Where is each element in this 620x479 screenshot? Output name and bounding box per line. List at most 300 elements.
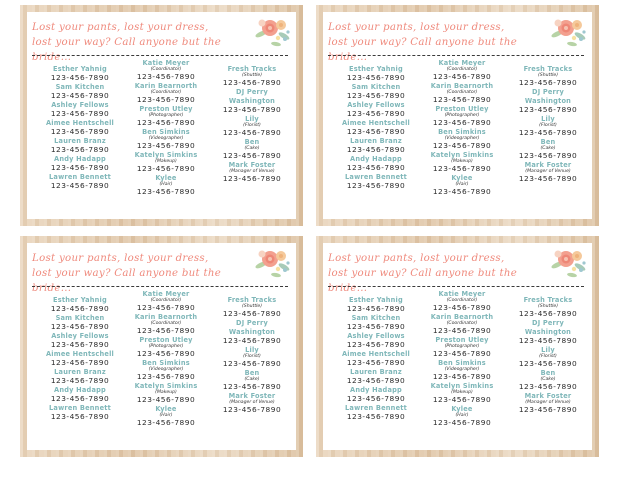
contact-phone: 123-456-7890: [136, 418, 196, 427]
contact-role: (Photographer): [148, 113, 184, 118]
contact-name: Lauren Branz: [54, 368, 106, 376]
contact-entry: [123, 174, 209, 196]
contact-entry: [419, 174, 505, 196]
contact-entry: [39, 101, 121, 118]
contact-phone: 123-456-7890: [50, 322, 110, 331]
contact-entry: [335, 137, 417, 154]
contact-role: (Manager of Venue): [525, 169, 571, 174]
contact-phone: 123-456-7890: [50, 163, 110, 172]
contact-entry: [335, 101, 417, 118]
contact-entry: [123, 59, 209, 81]
contact-role: (Shuttle): [537, 304, 559, 309]
contact-entry: [39, 296, 121, 313]
contact-name: Karin Bearnorth: [430, 313, 494, 321]
contact-name: Lawren Bennett: [49, 173, 111, 181]
contact-name: Lily: [245, 115, 259, 123]
contact-entry: [419, 290, 505, 312]
contact-entry: [39, 386, 121, 403]
contact-name: Sam Kitchen: [351, 314, 401, 322]
contact-name: Lauren Branz: [54, 137, 106, 145]
contact-name: Andy Hadapp: [350, 386, 402, 394]
contact-name: Katie Meyer: [438, 59, 486, 67]
headline-line-2: lost your way? Call anyone but the bride...: [32, 37, 222, 63]
headline-line-2: lost your way? Call anyone but the bride...: [32, 268, 222, 294]
contact-entry: [419, 359, 505, 381]
contact-entry: [39, 83, 121, 100]
contact-name: Katie Meyer: [142, 59, 190, 67]
contact-phone: 123-456-7890: [346, 163, 406, 172]
contact-column-3: [508, 65, 588, 184]
contact-phone: 123-456-7890: [346, 340, 406, 349]
contact-phone: 123-456-7890: [222, 359, 282, 368]
contact-phone: 123-456-7890: [518, 128, 578, 137]
contact-phone: 123-456-7890: [50, 181, 110, 190]
contact-role: (Videographer): [444, 367, 480, 372]
contact-role: (Cake): [540, 146, 556, 151]
contact-entry: [123, 313, 209, 335]
contact-name: DJ Perry: [532, 319, 564, 327]
contact-name: Katie Meyer: [438, 290, 486, 298]
contact-name: Lily: [245, 346, 259, 354]
contact-name: Preston Utley: [435, 336, 489, 344]
contact-column-1: [335, 65, 417, 191]
dashed-divider: [328, 55, 584, 56]
contact-phone: 123-456-7890: [222, 405, 282, 414]
contact-entry: [508, 97, 588, 114]
flower-bouquet-icon: [254, 14, 292, 48]
contact-phone: 123-456-7890: [136, 118, 196, 127]
contact-role: (Shuttle): [537, 73, 559, 78]
contact-role: (Florist): [243, 354, 261, 359]
contact-column-2: [419, 59, 505, 197]
contact-column-2: [123, 59, 209, 197]
contact-phone: 123-456-7890: [346, 394, 406, 403]
dashed-divider: [32, 55, 288, 56]
contact-name: Preston Utley: [435, 105, 489, 113]
contact-phone: 123-456-7890: [50, 412, 110, 421]
contact-phone: 123-456-7890: [346, 358, 406, 367]
contact-role: (Florist): [539, 123, 557, 128]
contact-name: Fresh Tracks: [227, 296, 277, 304]
card-inner: [323, 12, 592, 219]
headline-line-1: Lost your pants, lost your dress,: [328, 253, 505, 264]
contact-name: Katelyn Simkins: [134, 151, 198, 159]
contact-entry: [212, 328, 292, 345]
contact-phone: 123-456-7890: [50, 394, 110, 403]
contact-card: [316, 5, 599, 226]
headline-line-1: Lost your pants, lost your dress,: [32, 253, 209, 264]
contact-role: (Coordinator): [150, 298, 182, 303]
contact-entry: [123, 128, 209, 150]
contact-entry: [335, 83, 417, 100]
contact-name: Ben: [540, 138, 556, 146]
contact-entry: [419, 336, 505, 358]
contact-phone: 123-456-7890: [136, 349, 196, 358]
contact-name: Mark Foster: [524, 161, 572, 169]
contact-name: Kylee: [155, 174, 177, 182]
contact-name: Preston Utley: [139, 336, 193, 344]
contact-role: (Coordinator): [446, 67, 478, 72]
contact-name: Katelyn Simkins: [430, 382, 494, 390]
contact-name: Ben: [244, 138, 260, 146]
contact-role: (Hair): [455, 413, 469, 418]
contact-name: Lawren Bennett: [345, 404, 407, 412]
contact-columns: [27, 290, 296, 440]
contact-phone: 123-456-7890: [346, 376, 406, 385]
contact-name: DJ Perry: [236, 88, 268, 96]
contact-role: (Makeup): [155, 390, 177, 395]
contact-entry: [335, 404, 417, 421]
contact-phone: 123-456-7890: [518, 359, 578, 368]
card-inner: [27, 243, 296, 450]
contact-name: Preston Utley: [139, 105, 193, 113]
contact-name: Karin Bearnorth: [134, 82, 198, 90]
contact-name: Andy Hadapp: [54, 155, 106, 163]
contact-role: (Coordinator): [150, 67, 182, 72]
contact-name: Lauren Branz: [350, 368, 402, 376]
contact-entry: [212, 97, 292, 114]
contact-role: (Videographer): [444, 136, 480, 141]
contact-entry: [335, 332, 417, 349]
contact-entry: [39, 173, 121, 190]
contact-name: Ben: [244, 369, 260, 377]
contact-entry: [508, 369, 588, 391]
contact-entry: [212, 138, 292, 160]
contact-phone: 123-456-7890: [136, 141, 196, 150]
contact-role: (Hair): [455, 182, 469, 187]
contact-phone: 123-456-7890: [346, 181, 406, 190]
contact-phone: 123-456-7890: [518, 174, 578, 183]
contact-phone: 123-456-7890: [432, 349, 492, 358]
contact-phone: 123-456-7890: [222, 309, 282, 318]
contact-role: (Manager of Venue): [525, 400, 571, 405]
contact-entry: [508, 88, 588, 96]
contact-phone: 123-456-7890: [136, 303, 196, 312]
contact-role: (Manager of Venue): [229, 169, 275, 174]
contact-name: Aimee Hentschell: [341, 119, 411, 127]
flower-bouquet-icon: [550, 245, 588, 279]
contact-entry: [212, 65, 292, 87]
contact-role: (Hair): [159, 413, 173, 418]
contact-entry: [123, 382, 209, 404]
contact-name: Washington: [524, 97, 572, 105]
contact-phone: 123-456-7890: [346, 91, 406, 100]
contact-entry: [123, 82, 209, 104]
contact-role: (Florist): [539, 354, 557, 359]
contact-entry: [39, 137, 121, 154]
contact-role: (Shuttle): [241, 304, 263, 309]
contact-role: (Cake): [244, 377, 260, 382]
contact-name: Washington: [228, 328, 276, 336]
contact-entry: [508, 328, 588, 345]
contact-entry: [123, 405, 209, 427]
contact-columns: [323, 59, 592, 209]
contact-phone: 123-456-7890: [222, 78, 282, 87]
contact-column-1: [39, 65, 121, 191]
contact-entry: [335, 350, 417, 367]
contact-name: Ben Simkins: [142, 128, 190, 136]
dashed-divider: [32, 286, 288, 287]
contact-name: Aimee Hentschell: [341, 350, 411, 358]
contact-name: Sam Kitchen: [55, 83, 105, 91]
contact-entry: [212, 88, 292, 96]
contact-card: [316, 236, 599, 457]
contact-role: (Coordinator): [446, 321, 478, 326]
contact-entry: [39, 119, 121, 136]
contact-name: Fresh Tracks: [227, 65, 277, 73]
contact-phone: 123-456-7890: [50, 73, 110, 82]
contact-name: DJ Perry: [236, 319, 268, 327]
contact-name: Katie Meyer: [142, 290, 190, 298]
contact-name: Aimee Hentschell: [45, 119, 115, 127]
contact-entry: [419, 128, 505, 150]
contact-name: Esther Yahnig: [53, 296, 107, 304]
contact-role: (Videographer): [148, 136, 184, 141]
contact-entry: [335, 173, 417, 190]
contact-entry: [419, 59, 505, 81]
contact-entry: [123, 336, 209, 358]
contact-phone: 123-456-7890: [346, 304, 406, 313]
contact-phone: 123-456-7890: [432, 187, 492, 196]
contact-phone: 123-456-7890: [136, 72, 196, 81]
contact-entry: [508, 161, 588, 183]
flower-bouquet-icon: [550, 14, 588, 48]
contact-phone: 123-456-7890: [518, 151, 578, 160]
contact-entry: [39, 350, 121, 367]
contact-entry: [212, 296, 292, 318]
contact-name: Ben Simkins: [438, 128, 486, 136]
contact-name: Sam Kitchen: [55, 314, 105, 322]
contact-role: (Makeup): [451, 159, 473, 164]
contact-phone: 123-456-7890: [50, 145, 110, 154]
contact-phone: 123-456-7890: [222, 151, 282, 160]
contact-phone: 123-456-7890: [50, 109, 110, 118]
contact-entry: [508, 65, 588, 87]
contact-column-2: [419, 290, 505, 428]
contact-column-3: [508, 296, 588, 415]
contact-name: Washington: [228, 97, 276, 105]
contact-phone: 123-456-7890: [432, 418, 492, 427]
contact-name: Ashley Fellows: [347, 101, 405, 109]
contact-phone: 123-456-7890: [346, 145, 406, 154]
contact-entry: [39, 404, 121, 421]
contact-name: Lawren Bennett: [345, 173, 407, 181]
contact-role: (Photographer): [148, 344, 184, 349]
contact-entry: [419, 151, 505, 173]
contact-name: DJ Perry: [532, 88, 564, 96]
contact-name: Washington: [524, 328, 572, 336]
contact-phone: 123-456-7890: [136, 164, 196, 173]
headline-line-1: Lost your pants, lost your dress,: [328, 22, 505, 33]
contact-entry: [212, 319, 292, 327]
contact-phone: 123-456-7890: [136, 372, 196, 381]
contact-entry: [212, 161, 292, 183]
contact-name: Aimee Hentschell: [45, 350, 115, 358]
contact-entry: [335, 155, 417, 172]
contact-name: Esther Yahnig: [349, 65, 403, 73]
contact-name: Fresh Tracks: [523, 65, 573, 73]
contact-entry: [419, 313, 505, 335]
contact-name: Andy Hadapp: [350, 155, 402, 163]
contact-name: Ben Simkins: [438, 359, 486, 367]
contact-phone: 123-456-7890: [432, 72, 492, 81]
contact-columns: [27, 59, 296, 209]
contact-entry: [123, 105, 209, 127]
contact-phone: 123-456-7890: [136, 187, 196, 196]
contact-role: (Cake): [244, 146, 260, 151]
contact-entry: [335, 296, 417, 313]
contact-entry: [419, 82, 505, 104]
contact-phone: 123-456-7890: [518, 336, 578, 345]
contact-card: [20, 236, 303, 457]
contact-entry: [419, 405, 505, 427]
contact-phone: 123-456-7890: [432, 326, 492, 335]
contact-entry: [335, 368, 417, 385]
contact-phone: 123-456-7890: [346, 322, 406, 331]
dashed-divider: [328, 286, 584, 287]
contact-entry: [39, 368, 121, 385]
contact-name: Kylee: [451, 405, 473, 413]
contact-entry: [39, 332, 121, 349]
contact-entry: [335, 65, 417, 82]
contact-entry: [39, 314, 121, 331]
contact-phone: 123-456-7890: [518, 405, 578, 414]
contact-column-3: [212, 296, 292, 415]
contact-entry: [419, 382, 505, 404]
contact-name: Kylee: [155, 405, 177, 413]
headline-line-2: lost your way? Call anyone but the bride...: [328, 268, 518, 294]
contact-entry: [123, 290, 209, 312]
contact-phone: 123-456-7890: [136, 326, 196, 335]
contact-phone: 123-456-7890: [432, 118, 492, 127]
contact-name: Sam Kitchen: [351, 83, 401, 91]
contact-name: Lauren Branz: [350, 137, 402, 145]
contact-name: Esther Yahnig: [349, 296, 403, 304]
contact-role: (Coordinator): [446, 298, 478, 303]
contact-name: Mark Foster: [524, 392, 572, 400]
contact-phone: 123-456-7890: [518, 382, 578, 391]
contact-name: Katelyn Simkins: [134, 382, 198, 390]
contact-phone: 123-456-7890: [222, 336, 282, 345]
contact-entry: [212, 346, 292, 368]
contact-name: Ben Simkins: [142, 359, 190, 367]
contact-phone: 123-456-7890: [432, 372, 492, 381]
contact-name: Andy Hadapp: [54, 386, 106, 394]
contact-entry: [508, 296, 588, 318]
contact-name: Fresh Tracks: [523, 296, 573, 304]
contact-entry: [212, 369, 292, 391]
contact-column-3: [212, 65, 292, 184]
contact-name: Lily: [541, 346, 555, 354]
contact-name: Ashley Fellows: [347, 332, 405, 340]
contact-role: (Shuttle): [241, 73, 263, 78]
contact-card: [20, 5, 303, 226]
contact-entry: [212, 392, 292, 414]
contact-phone: 123-456-7890: [50, 376, 110, 385]
contact-phone: 123-456-7890: [518, 309, 578, 318]
contact-role: (Florist): [243, 123, 261, 128]
contact-phone: 123-456-7890: [50, 91, 110, 100]
contact-phone: 123-456-7890: [346, 127, 406, 136]
card-inner: [27, 12, 296, 219]
contact-role: (Coordinator): [446, 90, 478, 95]
flower-bouquet-icon: [254, 245, 292, 279]
contact-phone: 123-456-7890: [346, 412, 406, 421]
contact-name: Kylee: [451, 174, 473, 182]
contact-role: (Makeup): [451, 390, 473, 395]
contact-phone: 123-456-7890: [136, 95, 196, 104]
contact-phone: 123-456-7890: [50, 304, 110, 313]
contact-entry: [508, 319, 588, 327]
contact-entry: [123, 359, 209, 381]
contact-column-1: [335, 296, 417, 422]
contact-phone: 123-456-7890: [432, 95, 492, 104]
contact-entry: [335, 386, 417, 403]
contact-phone: 123-456-7890: [346, 109, 406, 118]
contact-phone: 123-456-7890: [50, 340, 110, 349]
contact-phone: 123-456-7890: [432, 395, 492, 404]
contact-name: Lawren Bennett: [49, 404, 111, 412]
contact-role: (Videographer): [148, 367, 184, 372]
contact-name: Ben: [540, 369, 556, 377]
contact-entry: [335, 314, 417, 331]
contact-entry: [212, 115, 292, 137]
contact-phone: 123-456-7890: [432, 164, 492, 173]
contact-entry: [508, 346, 588, 368]
contact-phone: 123-456-7890: [518, 105, 578, 114]
contact-role: (Coordinator): [150, 90, 182, 95]
contact-entry: [508, 115, 588, 137]
contact-entry: [39, 65, 121, 82]
contact-entry: [508, 392, 588, 414]
contact-role: (Coordinator): [150, 321, 182, 326]
contact-phone: 123-456-7890: [222, 105, 282, 114]
contact-name: Esther Yahnig: [53, 65, 107, 73]
contact-column-1: [39, 296, 121, 422]
contact-entry: [508, 138, 588, 160]
contact-name: Ashley Fellows: [51, 101, 109, 109]
contact-role: (Hair): [159, 182, 173, 187]
contact-entry: [419, 105, 505, 127]
contact-name: Karin Bearnorth: [134, 313, 198, 321]
contact-column-2: [123, 290, 209, 428]
contact-role: (Makeup): [155, 159, 177, 164]
contact-role: (Cake): [540, 377, 556, 382]
contact-phone: 123-456-7890: [222, 382, 282, 391]
contact-phone: 123-456-7890: [432, 141, 492, 150]
contact-phone: 123-456-7890: [50, 127, 110, 136]
contact-phone: 123-456-7890: [432, 303, 492, 312]
contact-phone: 123-456-7890: [222, 174, 282, 183]
contact-entry: [335, 119, 417, 136]
contact-entry: [123, 151, 209, 173]
contact-name: Karin Bearnorth: [430, 82, 494, 90]
contact-role: (Manager of Venue): [229, 400, 275, 405]
headline-line-2: lost your way? Call anyone but the bride...: [328, 37, 518, 63]
contact-phone: 123-456-7890: [136, 395, 196, 404]
contact-entry: [39, 155, 121, 172]
contact-role: (Photographer): [444, 344, 480, 349]
contact-phone: 123-456-7890: [50, 358, 110, 367]
contact-name: Mark Foster: [228, 392, 276, 400]
contact-name: Lily: [541, 115, 555, 123]
contact-phone: 123-456-7890: [518, 78, 578, 87]
contact-phone: 123-456-7890: [222, 128, 282, 137]
card-inner: [323, 243, 592, 450]
contact-phone: 123-456-7890: [346, 73, 406, 82]
headline-line-1: Lost your pants, lost your dress,: [32, 22, 209, 33]
contact-name: Mark Foster: [228, 161, 276, 169]
